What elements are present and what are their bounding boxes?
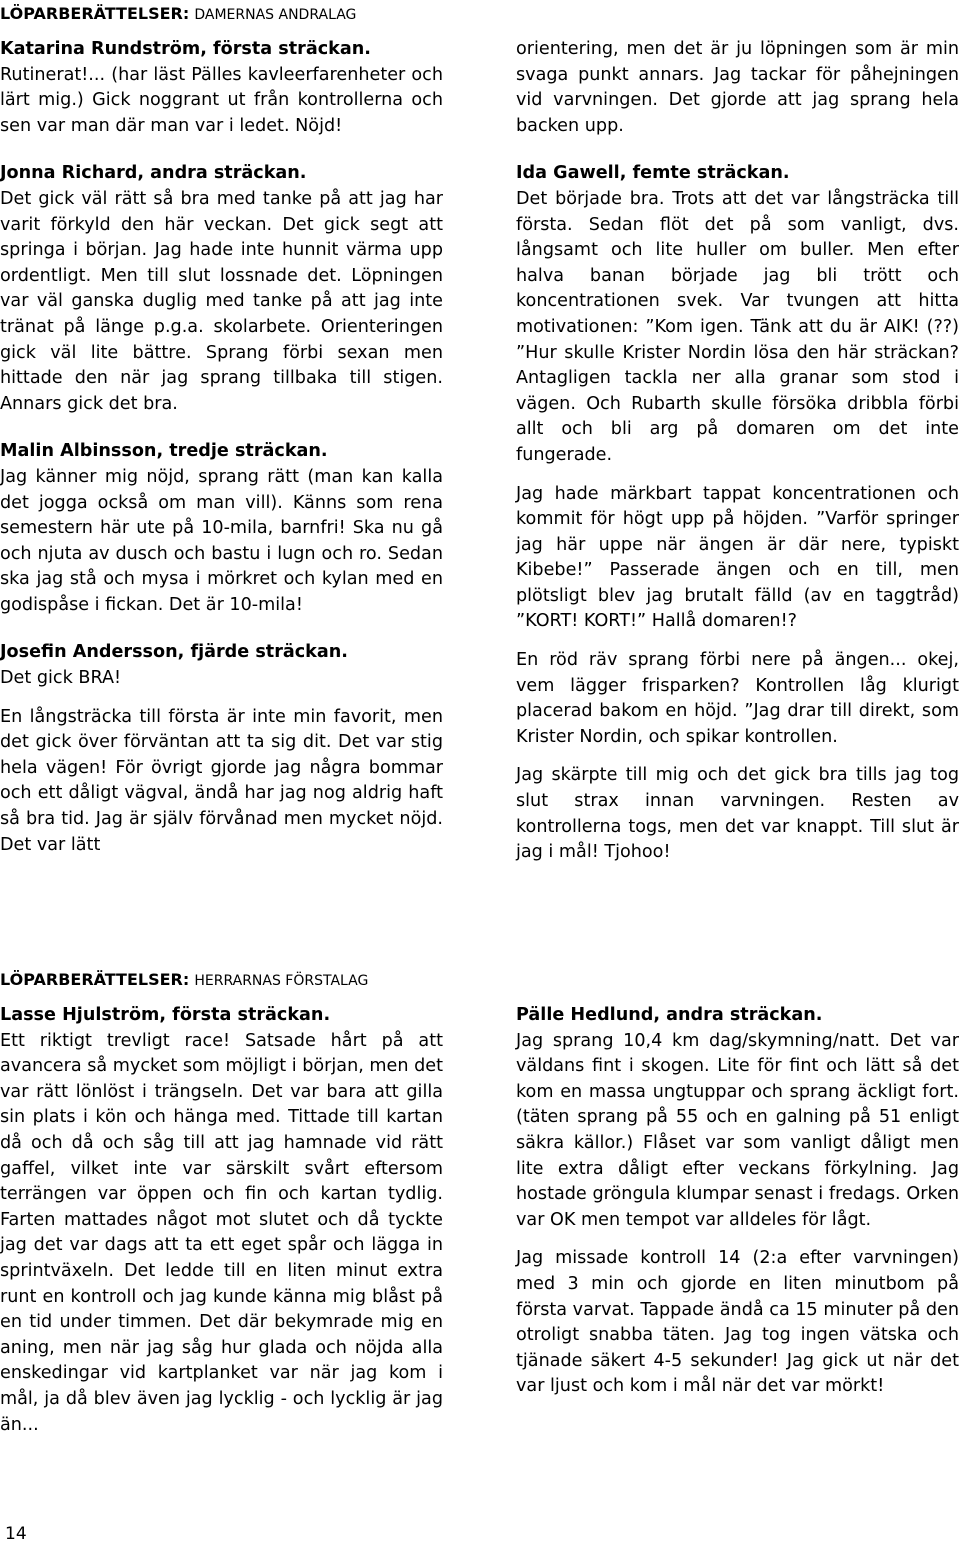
section-header-herrarnas — [0, 970, 368, 991]
page-number: 14 — [5, 1524, 27, 1544]
section-label: LÖPARBERÄTTELSER: — [0, 4, 190, 23]
runner-story: Jag hade märkbart tappat koncentrationen och kommit för högt upp på höjden. ”Varför springer jag här uppe när ängen är där nere, typiskt Kibebe!” Passerade ängen och en till, men plötsligt blev jag brutalt fälld (av en taggtråd) ”KORT! KORT!” Hallå domaren!? — [516, 483, 959, 632]
section1-left-column — [0, 37, 443, 858]
runner-story: Det gick BRA! — [0, 668, 122, 689]
runner-heading: Lasse Hjulström, första sträckan. — [0, 1005, 331, 1025]
section1-right-column — [516, 37, 959, 866]
section2-right-column — [516, 1003, 959, 1400]
runner-story: Jag missade kontroll 14 (2:a efter varvningen) med 3 min och gjorde en liten minutbom på första varvat. Tappade ändå ca 15 minuter på den otroligt snabba täten. Jag tog ingen vätska och tjänade säkert 4-5 sekunder! Jag gick ut när det var ljust och kom i mål när det var mörkt! — [516, 1248, 959, 1397]
section2-left-column — [0, 1003, 443, 1438]
section-header-damernas — [0, 4, 356, 25]
runner-story: Det gick väl rätt så bra med tanke på att jag har varit förkyld den här veckan. Det gick segt att springa i början. Jag hade inte hunnit värma upp ordentligt. Men till slut lossnade det. Löpningen var väl ganska duglig med tanke på att jag inte tränat på länge p.g.a. skolarbete. Orienteringen gick väl lite bättre. Sprang förbi sexan men hittade den när jag sprang tillbaka till stigen. Annars gick det bra. — [0, 188, 443, 414]
section-subtitle: HERRARNAS FÖRSTALAG — [194, 973, 369, 989]
runner-heading: Josefin Andersson, fjärde sträckan. — [0, 642, 348, 663]
runner-story: En röd räv sprang förbi nere på ängen... okej, vem lägger frisparken? Kontrollen låg klurigt placerad bakom en höjd. ”Jag drar till direkt, som Krister Nordin, och spikar kontrollen. — [516, 650, 959, 747]
runner-heading: Ida Gawell, femte sträckan. — [516, 163, 790, 184]
runner-heading: Malin Albinsson, tredje sträckan. — [0, 441, 328, 462]
section-subtitle: DAMERNAS ANDRALAG — [194, 7, 357, 23]
section-label: LÖPARBERÄTTELSER: — [0, 970, 190, 989]
runner-story: Jag sprang 10,4 km dag/skymning/natt. Det var väldans fint i skogen. Lite för fint och lätt så det kom en massa ungtuppar och sprang äckligt fort. (täten sprang på 55 och en galning på 51 enligt säkra källor.) Flåset var som vanligt dåligt men lite extra dåligt efter veckans förkylning. Jag hostade gröngula klumpar senast i fredags. Orken var OK men tempot var alldeles för lågt. — [516, 1030, 959, 1230]
runner-story: orientering, men det är ju löpningen som är min svaga punkt annars. Jag tackar för påhejningen vid varvningen. Det gjorde att jag sprang hela backen upp. — [516, 39, 959, 136]
runner-story: Jag skärpte till mig och det gick bra tills jag tog slut strax innan varvningen. Resten av kontrollerna togs, men det var knappt. Till slut är jag i mål! Tjohoo! — [516, 765, 959, 863]
runner-story: Rutinerat!... (har läst Pälles kavleerfarenheter och lärt mig.) Gick noggrant ut från kontrollerna och sen var man där man var i ledet. Nöjd! — [0, 64, 443, 136]
runner-heading: Katarina Rundström, första sträckan. — [0, 39, 371, 59]
runner-heading: Pälle Hedlund, andra sträckan. — [516, 1005, 823, 1025]
runner-story: Det började bra. Trots att det var långsträcka till första. Sedan flöt det på som vanligt, dvs. långsamt och lite huller om buller. Men efter halva banan började jag bli trött och koncentrationen svek. Var tvungen att hitta motivationen: ”Kom igen. Tänk att du är AIK! (??) ”Hur skulle Krister Nordin lösa den här sträckan? Antagligen tackla ner alla granar som stod i vägen. Och Rubarth skulle försöka dribbla förbi allt och bli arg på domaren om det inte fungerade. — [516, 188, 959, 465]
runner-heading: Jonna Richard, andra sträckan. — [0, 163, 307, 184]
runner-story: Ett riktigt trevligt race! Satsade hårt på att avancera så mycket som möjligt i början, men det var rätt lönlöst i trängseln. Det var bara att gilla sin plats i kön och hänga med. Tittade till kartan då och då och såg till att jag hamnade vid rätt gaffel, vilket inte var särskilt svårt eftersom terrängen var öppen och fin och kartan tydlig. Farten mattades något mot slutet och då tyckte jag det var dags att ta ett eget spår och lägga in sprintväxeln. Det ledde till en liten minut extra runt en kontroll och jag kunde känna mig blåst på en tid under timmen. Det där bekymrade mig en aning, men när jag såg hur glada och nöjda alla enskedingar vid kartplanket var när jag kom i mål, ja då blev även jag lycklig - och lycklig är jag än... — [0, 1030, 444, 1435]
runner-story: En långsträcka till första är inte min favorit, men det gick över förväntan att ta sig dit. Det var stig hela vägen! För övrigt gjorde jag några bommar och ett dåligt vägval, ändå har jag nog aldrig haft så bra tid. Jag är själv förvånad men mycket nöjd. Det var lätt — [0, 706, 443, 855]
runner-story: Jag känner mig nöjd, sprang rätt (man kan kalla det jogga också om man vill). Känns som rena semestern här ute på 10-mila, barnfri! Ska nu gå och njuta av dusch och bastu i lugn och ro. Sedan ska jag stå och mysa i mörkret och kylan med en godispåse i fickan. Det är 10-mila! — [0, 466, 443, 615]
